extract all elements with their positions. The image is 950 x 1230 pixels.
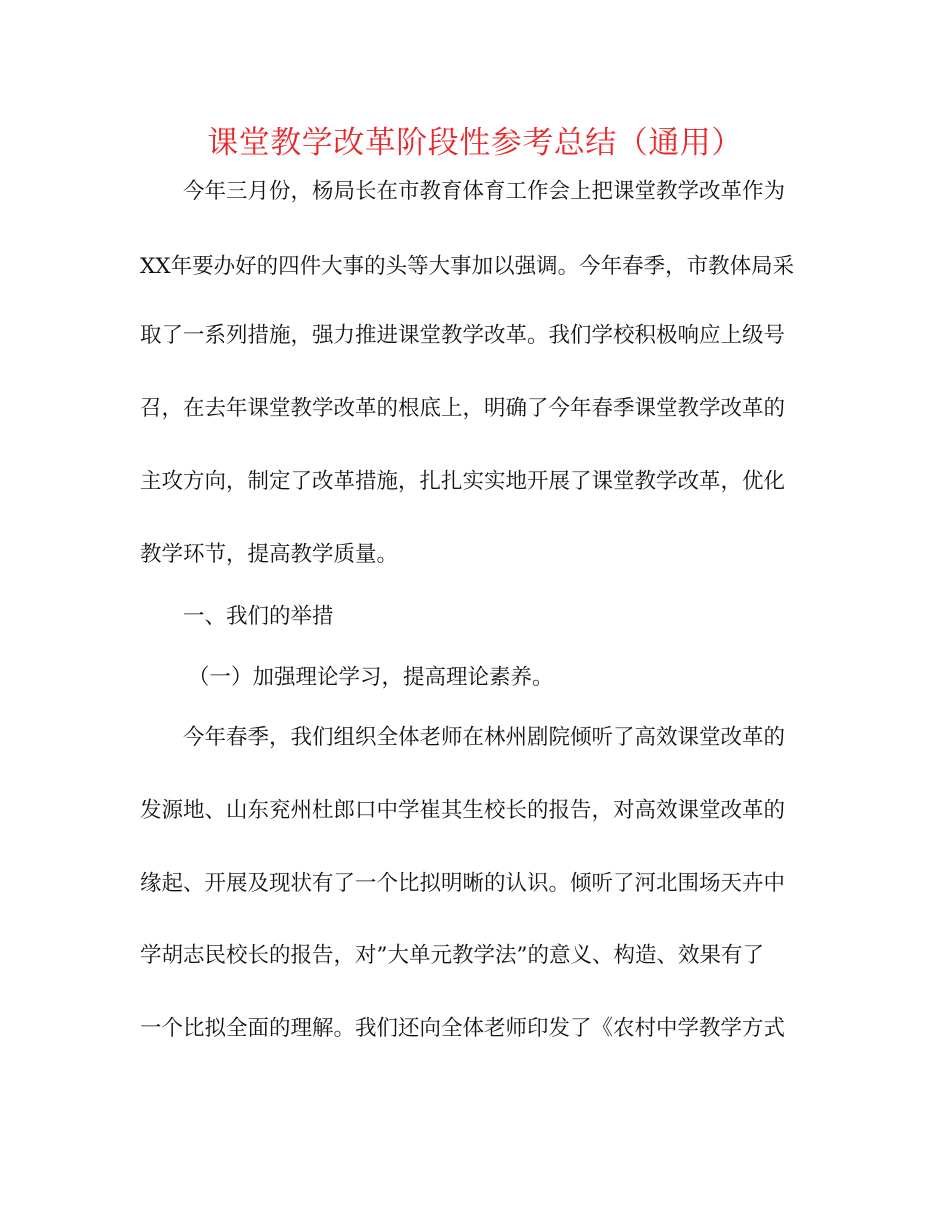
paragraph-line: 教学环节，提高教学质量。 <box>140 542 399 567</box>
section-heading: 一、我们的举措 <box>183 604 334 629</box>
paragraph-line: 缘起、开展及现状有了一个比拟明晰的认识。倾听了河北围场天卉中 <box>140 871 786 896</box>
paragraph-line: 一个比拟全面的理解。我们还向全体老师印发了《农村中学教学方式 <box>140 1016 786 1041</box>
paragraph-line: 今年三月份，杨局长在市教育体育工作会上把课堂教学改革作为 <box>183 179 786 204</box>
paragraph-line: XX年要办好的四件大事的头等大事加以强调。今年春季，市教体局采 <box>140 254 795 279</box>
paragraph-line: 学胡志民校长的报告，对”大单元教学法”的意义、构造、效果有了 <box>140 943 764 968</box>
paragraph-line: 召，在去年课堂教学改革的根底上，明确了今年春季课堂教学改革的 <box>140 396 786 421</box>
paragraph-line: 发源地、山东兖州杜郎口中学崔其生校长的报告，对高效课堂改革的 <box>140 798 786 823</box>
document-title: 课堂教学改革阶段性参考总结（通用） <box>207 125 743 161</box>
paragraph-line: 主攻方向，制定了改革措施，扎扎实实地开展了课堂教学改革，优化 <box>140 469 786 494</box>
paragraph-line: 取了一系列措施，强力推进课堂教学改革。我们学校积极响应上级号 <box>140 323 786 348</box>
subsection-heading: （一）加强理论学习，提高理论素养。 <box>188 665 554 690</box>
paragraph-line: 今年春季，我们组织全体老师在林州剧院倾听了高效课堂改革的 <box>183 725 786 750</box>
